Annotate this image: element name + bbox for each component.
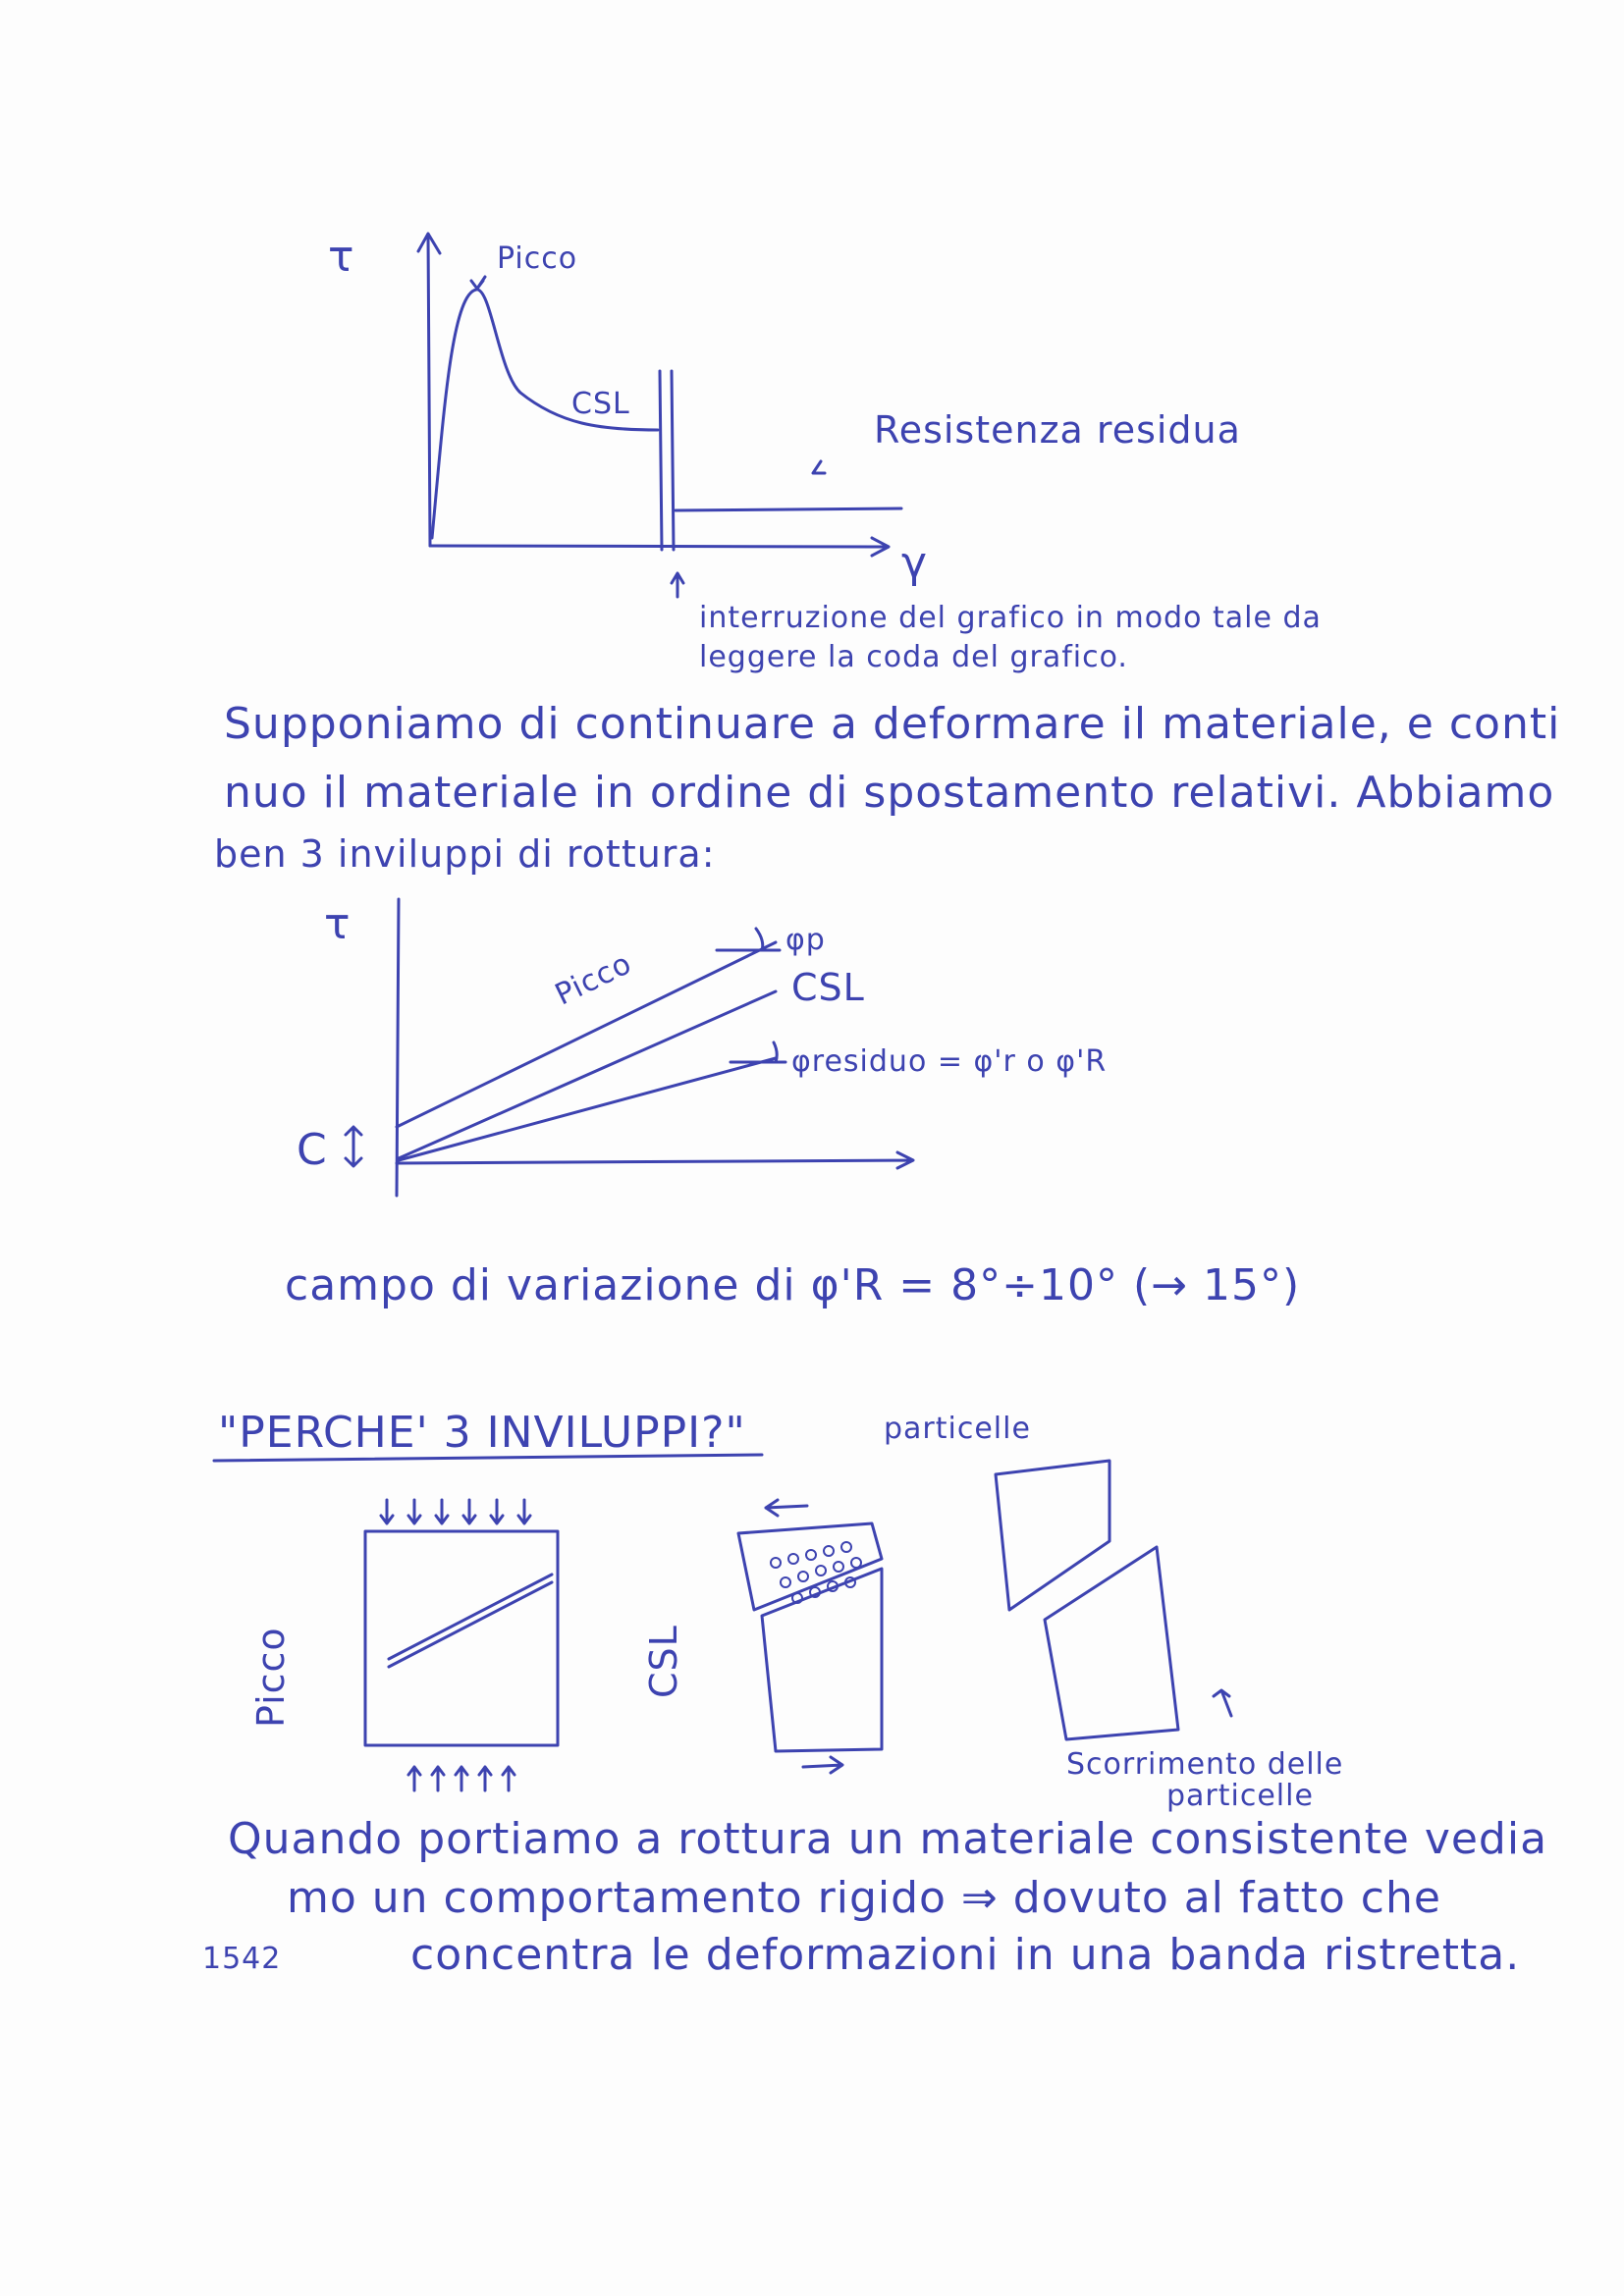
graph2-x-axis <box>397 1152 913 1168</box>
graph2-peak-label: Picco <box>550 946 638 1013</box>
graph2-residual-label: φresiduo = φ'r o φ'R <box>791 1044 1108 1079</box>
range-note: campo di variazione di φ'R = 8°÷10° (→ 15°) <box>285 1260 1301 1310</box>
diagram-peak-label: Picco <box>249 1627 293 1728</box>
paragraph2-line3: concentra le deformazioni in una banda ristretta. <box>410 1930 1521 1980</box>
graph2-c-label: C <box>297 1125 328 1175</box>
diagram-sliding-line2: particelle <box>1166 1779 1314 1813</box>
graph1-note-arrow <box>672 573 683 597</box>
paragraph2-line1: Quando portiamo a rottura un materiale consistente vedia <box>228 1814 1548 1864</box>
csl-lower-block <box>762 1569 882 1751</box>
graph1-x-axis <box>430 538 889 556</box>
peak-bottom-arrows <box>408 1767 514 1790</box>
paragraph1-line1: Supponiamo di continuare a deformare il materiale, e conti <box>224 699 1561 749</box>
graph1-gamma-symbol: γ <box>901 538 929 588</box>
graph1-residual-line <box>676 508 901 510</box>
graph1-csl-label: CSL <box>571 387 630 421</box>
section-heading: "PERCHE' 3 INVILUPPI?" <box>218 1408 746 1458</box>
paragraph1-line3: ben 3 inviluppi di rottura: <box>214 832 716 876</box>
graph1-note-line2: leggere la coda del grafico. <box>699 640 1128 674</box>
graph1-residual-arrow <box>813 461 825 473</box>
csl-bottom-arrow <box>803 1757 842 1773</box>
graph1-residual-label: Resistenza residua <box>874 408 1241 452</box>
graph1-tau-symbol: τ <box>328 232 355 282</box>
residual-label-arrow <box>1214 1690 1231 1716</box>
graph1-note-line1: interruzione del grafico in modo tale da <box>699 601 1322 635</box>
paragraph1-line2: nuo il materiale in ordine di spostamento relativi. Abbiamo <box>224 768 1555 818</box>
residual-lower-block <box>1045 1547 1178 1739</box>
graph2-y-axis <box>397 899 399 1196</box>
graph2-csl-label: CSL <box>791 966 865 1009</box>
graph2-c-marker <box>346 1127 361 1166</box>
graph1-peak-arrow <box>471 277 485 289</box>
peak-top-arrows <box>381 1500 530 1523</box>
peak-sample-box <box>365 1531 558 1745</box>
graph2-tau-symbol: τ <box>324 899 352 949</box>
page-number: 1542 <box>202 1942 282 1976</box>
graph1-break-marks <box>660 371 674 550</box>
graph2-phi-p-angle <box>717 929 780 950</box>
particles-label: particelle <box>884 1412 1031 1446</box>
paragraph2-line2: mo un comportamento rigido ⇒ dovuto al fatto che <box>287 1873 1441 1923</box>
peak-shear-band <box>389 1575 552 1667</box>
graph2-phi-p-label: φp <box>785 923 826 957</box>
diagram-sliding-line1: Scorrimento delle <box>1066 1747 1344 1782</box>
graph1-peak-label: Picco <box>497 241 578 276</box>
csl-top-arrow <box>766 1500 807 1516</box>
diagram-csl-label: CSL <box>642 1625 685 1698</box>
graph2-phi-r-angle <box>731 1042 785 1062</box>
